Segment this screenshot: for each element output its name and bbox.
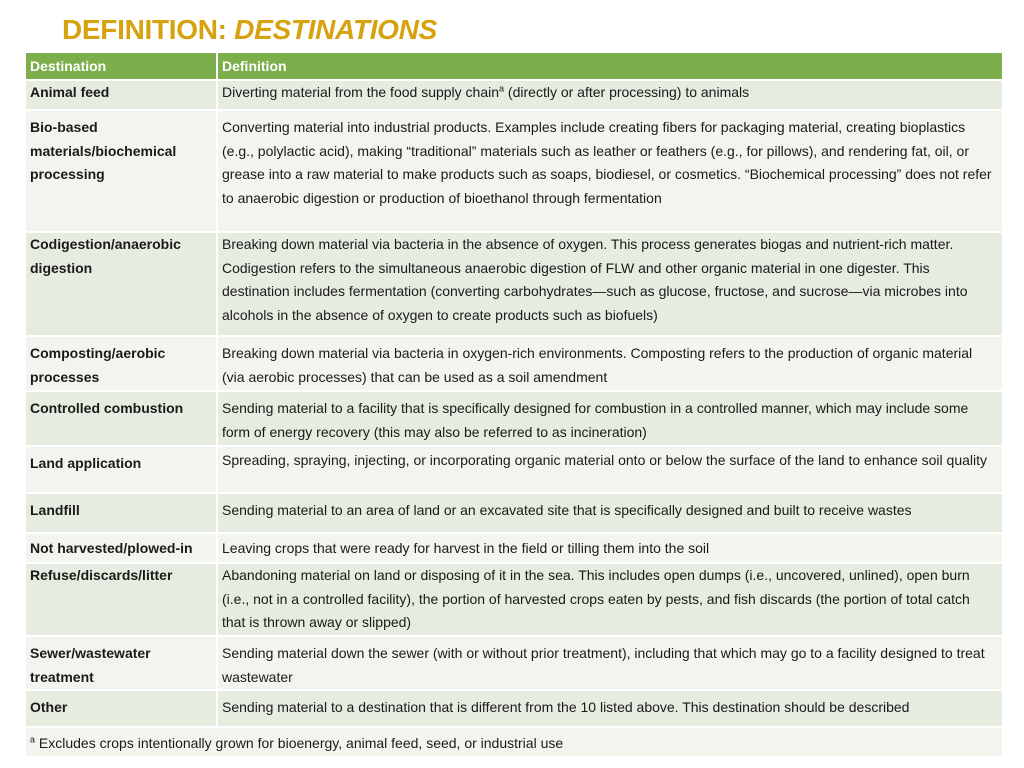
definition-cell: Sending material to a destination that is different from the 10 listed above. This destination should be described	[217, 690, 1003, 727]
definition-cell: Converting material into industrial products. Examples include creating fibers for packaging material, creating bioplastics (e.g., polylactic acid), making “traditional” materials such as leather or feathers (e.g., for pillows), and rendering fat, oil, or grease into a raw material to make products such as soaps, biodiesel, or cosmetics. “Biochemical processing” does not refer to anaerobic digestion or production of bioethanol through fermentation	[217, 110, 1003, 232]
table-row	[25, 690, 1003, 727]
header-destination: Destination	[25, 52, 217, 80]
definition-cell: Sending material to a facility that is specifically designed for combustion in a controlled manner, which may include some form of energy recovery (this may also be referred to as incineration)	[217, 391, 1003, 446]
table-row	[25, 446, 1003, 493]
table-row	[25, 336, 1003, 391]
table-row	[25, 110, 1003, 232]
definition-cell: Abandoning material on land or disposing of it in the sea. This includes open dumps (i.e., uncovered, unlined), open burn (i.e., not in a controlled facility), the portion of harvested crops eaten by pests, and fish discards (the portion of total catch that is thrown away or slipped)	[217, 563, 1003, 636]
definition-cell: Breaking down material via bacteria in oxygen-rich environments. Composting refers to the production of organic material (via aerobic processes) that can be used as a soil amendment	[217, 336, 1003, 391]
destinations-table	[24, 51, 1004, 758]
table-row	[25, 80, 1003, 110]
table-row	[25, 636, 1003, 690]
destination-cell: Controlled combustion	[25, 391, 217, 446]
destination-cell: Landfill	[25, 493, 217, 533]
definition-cell: Spreading, spraying, injecting, or incorporating organic material onto or below the surface of the land to enhance soil quality	[217, 446, 1003, 493]
table-row	[25, 391, 1003, 446]
table-header-row	[25, 52, 1003, 80]
destination-cell: Refuse/discards/litter	[25, 563, 217, 636]
definition-cell: Sending material down the sewer (with or without prior treatment), including that which may go to a facility designed to treat wastewater	[217, 636, 1003, 690]
footnote-marker: a	[499, 83, 505, 94]
header-definition: Definition	[217, 52, 1003, 80]
definition-cell	[217, 80, 1003, 110]
destination-cell: Sewer/wastewater treatment	[25, 636, 217, 690]
definition-cell: Sending material to an area of land or an excavated site that is specifically designed and built to receive wastes	[217, 493, 1003, 533]
footnote	[25, 727, 1003, 757]
table-row	[25, 232, 1003, 336]
footnote-row	[25, 727, 1003, 757]
definition-text: Diverting material from the food supply chain	[222, 84, 500, 100]
title-prefix: DEFINITION:	[62, 14, 235, 45]
destination-cell: Other	[25, 690, 217, 727]
destination-cell: Animal feed	[25, 80, 217, 110]
footnote-marker: a	[30, 734, 36, 745]
destination-cell: Composting/aerobic processes	[25, 336, 217, 391]
destination-cell: Bio-based materials/biochemical processing	[25, 110, 217, 232]
table-row	[25, 533, 1003, 563]
footnote-text: Excludes crops intentionally grown for bioenergy, animal feed, seed, or industrial use	[35, 735, 564, 751]
definition-cell: Leaving crops that were ready for harvest in the field or tilling them into the soil	[217, 533, 1003, 563]
definition-cell: Breaking down material via bacteria in the absence of oxygen. This process generates biogas and nutrient-rich matter. Codigestion refers to the simultaneous anaerobic digestion of FLW and other organic material in one digester. This destination includes fermentation (converting carbohydrates—such as glucose, fructose, and sucrose—via microbes into alcohols in the absence of oxygen to create products such as biofuels)	[217, 232, 1003, 336]
destination-cell: Not harvested/plowed-in	[25, 533, 217, 563]
table-row	[25, 563, 1003, 636]
table-row	[25, 493, 1003, 533]
destination-cell: Land application	[25, 446, 217, 493]
definition-text: (directly or after processing) to animals	[504, 84, 750, 100]
title-emphasis: DESTINATIONS	[234, 14, 437, 45]
destination-cell: Codigestion/anaerobic digestion	[25, 232, 217, 336]
page-title	[62, 14, 437, 46]
